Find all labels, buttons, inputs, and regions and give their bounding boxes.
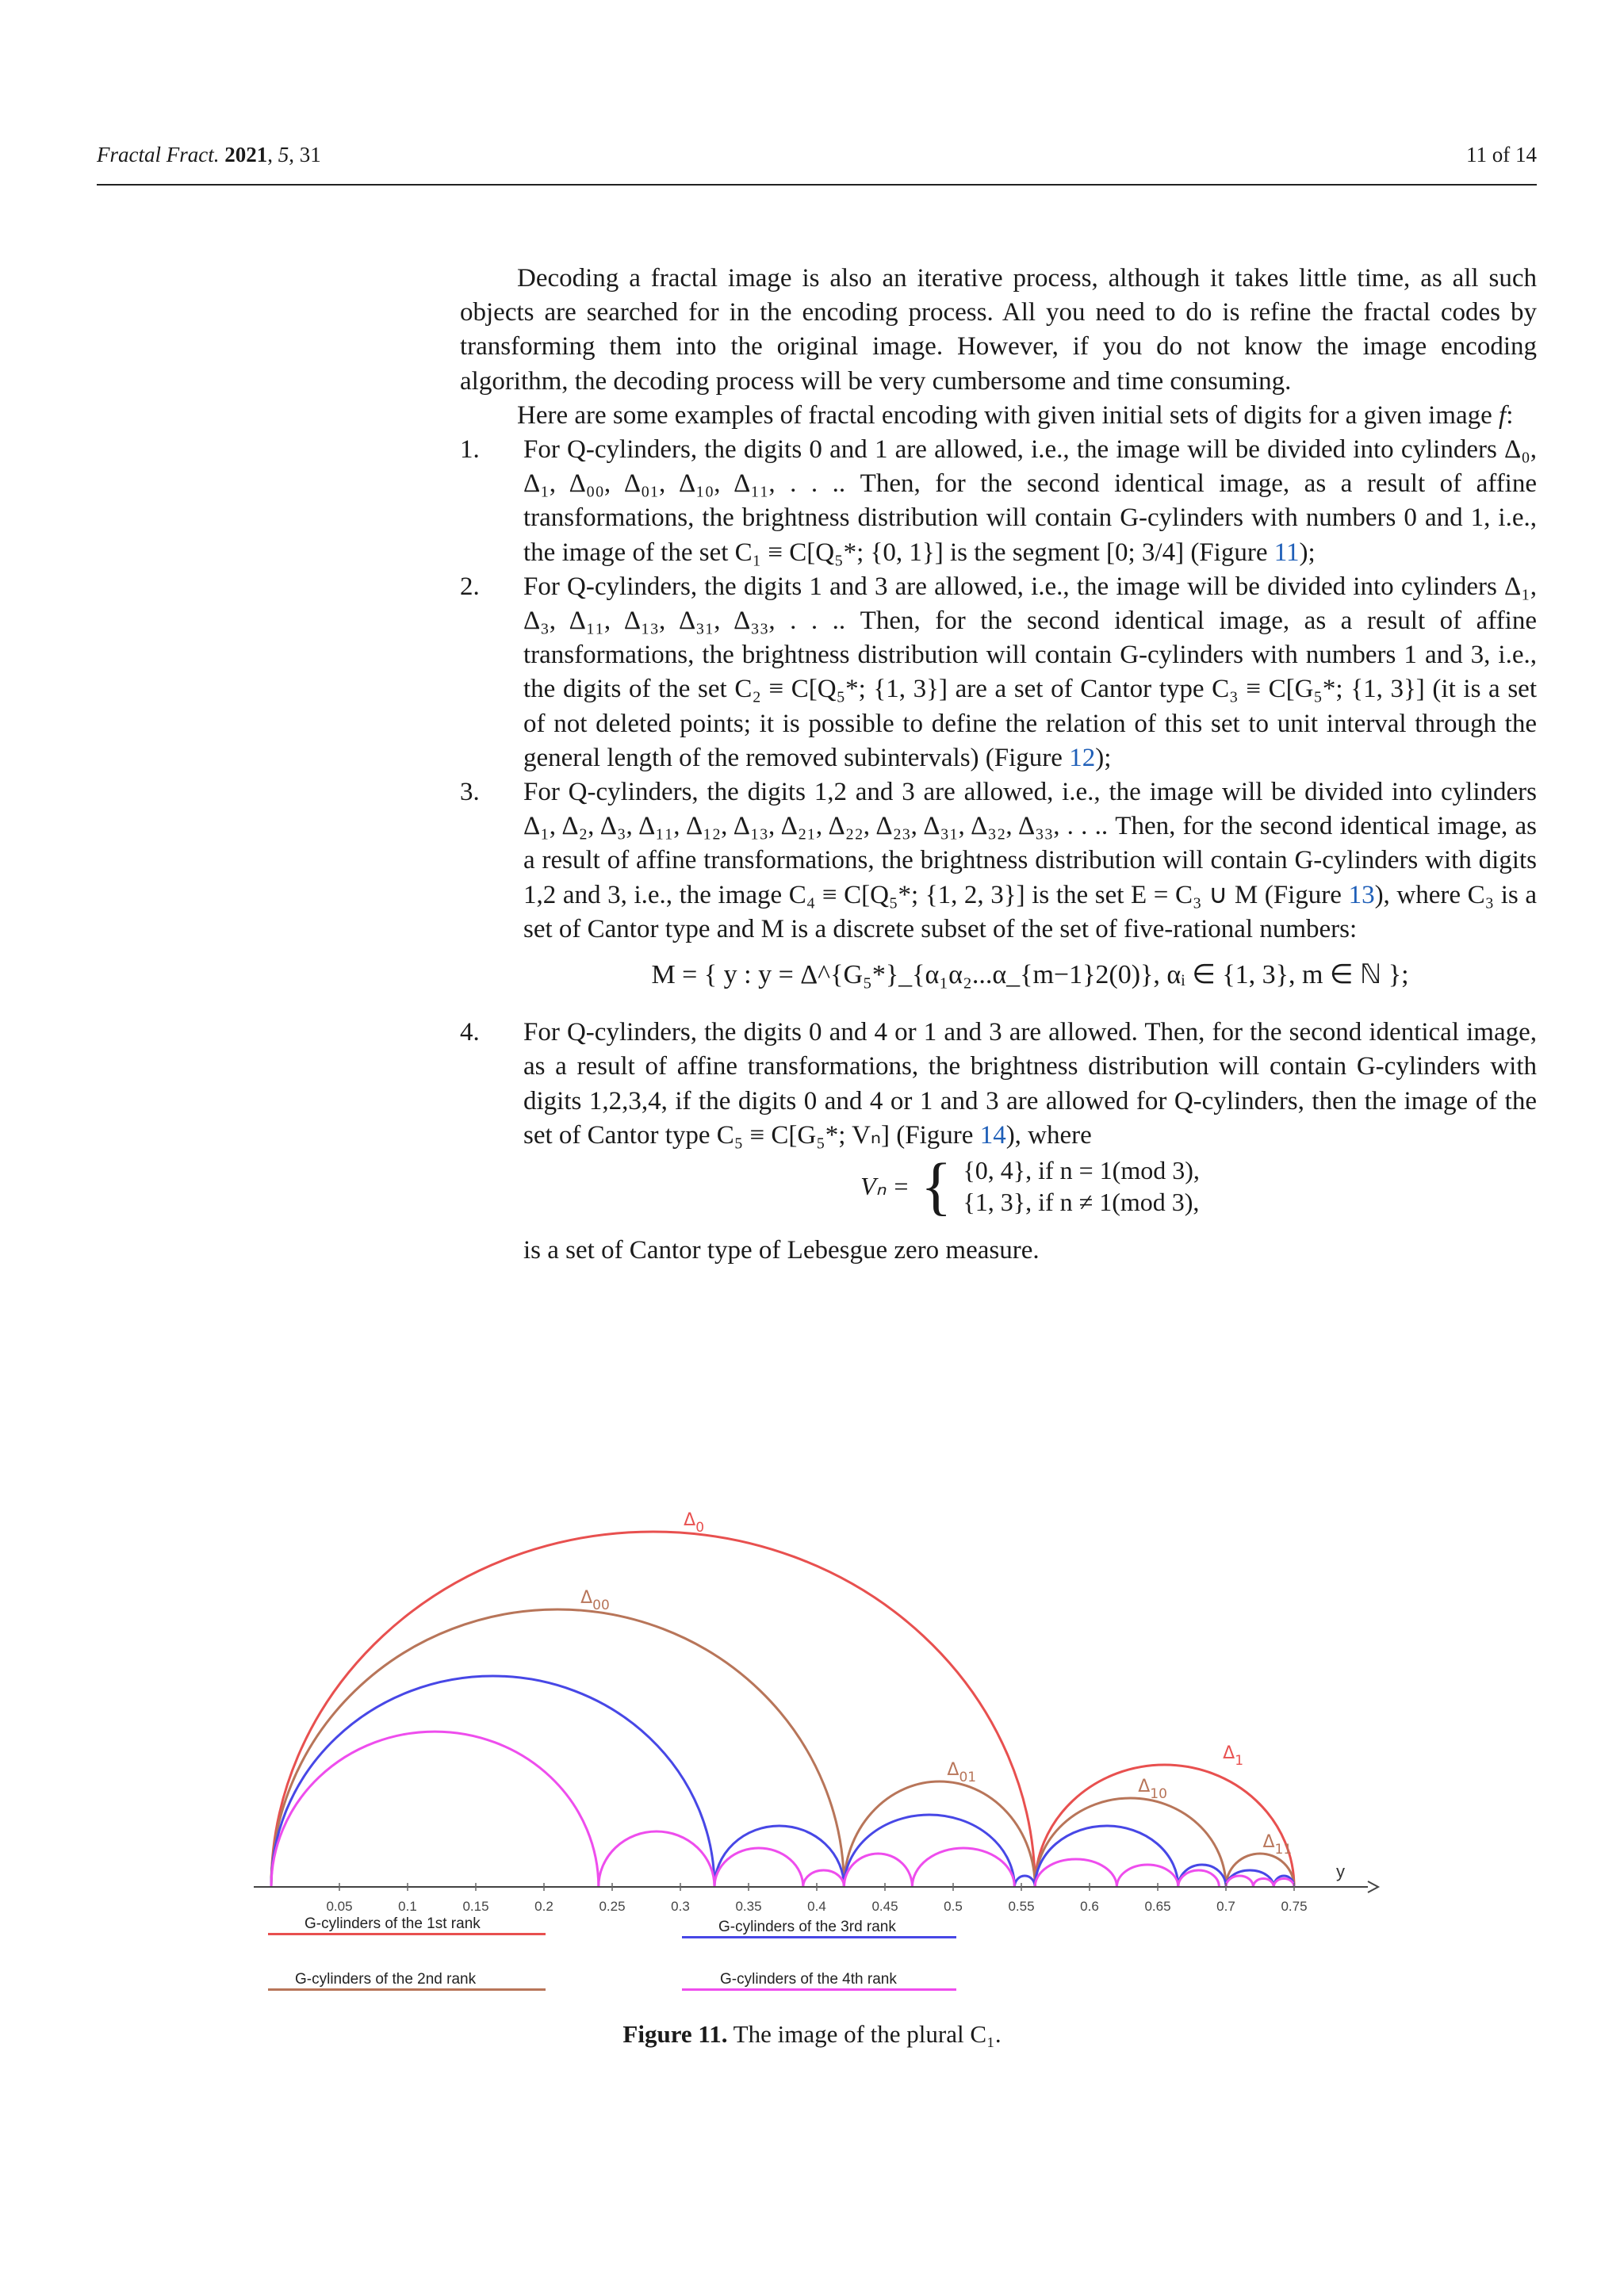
list-item: 2. For Q-cylinders, the digits 1 and 3 are allowed, i.e., the image will be divided into cylinders Δ₁, Δ₃, Δ₁₁, Δ₁₃, Δ₃₁, Δ₃₃, . . .. Then, for the second identical image, as a result of affine transformations, the brightness distribution will contain G-cylinders with numbers 1 and 3, i.e., the digits of the set C₂ ≡ C[Q₅*; {1, 3}] are a set of Cantor type C₃ ≡ C[G₅*; {1, 3}] (it is a set of not deleted points; it is possible to define the relation of this set to unit interval through the general length of the removed subintervals) (Figure 12); — [460, 572, 1537, 772]
paragraph-decoding: Decoding a fractal image is also an iterative process, although it takes little time, as all such objects are searched for in the encoding process. All you need to do is refine the fractal codes by transforming them into the original image. However, if you do not know the image encoding algorithm, the decoding process will be very cumbersome and time consuming. — [460, 264, 1537, 396]
legend-line — [268, 1988, 546, 1991]
cylinder-arc-rank4 — [912, 1848, 1014, 1887]
legend-line — [682, 1988, 956, 1991]
legend-line — [682, 1936, 956, 1938]
list-item: 3. For Q-cylinders, the digits 1,2 and 3 are allowed, i.e., the image will be divided into cylinders Δ₁, Δ₂, Δ₃, Δ₁₁, Δ₁₂, Δ₁₃, Δ₂₁, Δ₂₂, Δ₂₃, Δ₃₁, Δ₃₂, Δ₃₃, . . .. Then, for the second identical image, as a result of affine transformations, the brightness distribution will contain G-cylinders with digits 1,2 and 3, i.e., the image C₄ ≡ C[Q₅*; {1, 2, 3}] is the set E = C₃ ∪ M (Figure 13), where C₃ is a set of Cantor type and M is a discrete subset of the set of five-rational numbers: M = { y : y = Δ^{G₅*}_{α₁α₂...α_{m−1}2(0)}, αᵢ ∈ {1, 3}, m ∈ ℕ }; — [460, 775, 1537, 1016]
tick-label: 0.4 — [807, 1899, 826, 1914]
arc-label: $\Delta_0$ — [684, 1510, 705, 1536]
figure-caption: Figure 11. The image of the plural C₁. — [622, 2020, 1002, 2048]
cylinder-arc-rank4 — [714, 1848, 803, 1887]
running-header: Fractal Fract. 2021, 5, 31 — [97, 143, 321, 166]
tick-label: 0.45 — [871, 1899, 898, 1914]
journal-name: Fractal Fract. — [97, 143, 220, 166]
cylinder-arc-rank4 — [1253, 1879, 1274, 1887]
x-axis-arrow — [1368, 1881, 1378, 1892]
tick-label: 0.5 — [944, 1899, 963, 1914]
legend-rank2: G-cylinders of the 2nd rank — [268, 1971, 546, 1991]
header-rule — [97, 184, 1537, 186]
tick-label: 0.1 — [398, 1899, 417, 1914]
tick-label: 0.25 — [599, 1899, 626, 1914]
formula-v: Vₙ = { {0, 4}, if n = 1(mod 3), {1, 3}, if n ≠ 1(mod 3), — [860, 1150, 1200, 1223]
arc-label: $\Delta_1$ — [1223, 1743, 1244, 1769]
cylinder-arc-rank4 — [803, 1870, 845, 1887]
tick-label: 0.55 — [1008, 1899, 1035, 1914]
arc-label: $\Delta_{11}$ — [1262, 1832, 1293, 1858]
example-list — [460, 433, 1537, 1268]
tick-label: 0.15 — [462, 1899, 489, 1914]
cylinder-arc-rank1 — [271, 1532, 1035, 1887]
cylinder-arc-rank3 — [844, 1815, 1014, 1887]
cylinder-arc-rank4 — [1035, 1859, 1116, 1887]
cylinder-arc-rank4 — [1274, 1879, 1294, 1888]
legend-rank3: G-cylinders of the 3rd rank — [682, 1919, 956, 1938]
arc-labels — [580, 1510, 1292, 1858]
cylinder-arc-rank4 — [844, 1854, 912, 1887]
legend-rank1: G-cylinders of the 1st rank — [268, 1915, 546, 1935]
article-number: , 31 — [289, 143, 321, 166]
cylinder-arc-rank3 — [714, 1826, 844, 1887]
arc-layer — [271, 1532, 1294, 1887]
tick-label: 0.35 — [735, 1899, 762, 1914]
arc-label: $\Delta_{10}$ — [1138, 1777, 1167, 1802]
cylinder-arc-rank3 — [1035, 1826, 1178, 1887]
tick-label: 0.05 — [326, 1899, 353, 1914]
cylinder-arc-rank2 — [1226, 1854, 1294, 1887]
cylinder-arc-rank2 — [271, 1609, 844, 1887]
tick-label: 0.75 — [1281, 1899, 1308, 1914]
cylinder-arc-rank4 — [1116, 1865, 1178, 1887]
figure-link[interactable]: 12 — [1069, 743, 1096, 772]
x-axis-label: y — [1336, 1862, 1345, 1881]
list-item: 4. For Q-cylinders, the digits 0 and 4 or 1 and 3 are allowed. Then, for the second identical image, as a result of affine transformations, the brightness distribution will contain G-cylinders with digits 1,2,3,4, if the digits 0 and 4 or 1 and 3 are allowed for Q-cylinders, then the image of the set of Cantor type C₅ ≡ C[G₅*; Vₙ] (Figure 14), where Vₙ = { {0, 4}, if n = 1(mod 3), {1, 3}, if n ≠ 1(mod 3), is a set of Cantor type of Lebesgue zero measure. — [460, 1016, 1537, 1268]
legend-rank4: G-cylinders of the 4th rank — [682, 1971, 956, 1991]
arc-label: $\Delta_{00}$ — [580, 1588, 610, 1613]
figure-link[interactable]: 13 — [1348, 880, 1375, 909]
tick-label: 0.6 — [1080, 1899, 1099, 1914]
figure-link[interactable]: 11 — [1274, 538, 1300, 567]
legend-line — [268, 1933, 546, 1935]
page-number: 11 of 14 — [1466, 143, 1537, 166]
tick-label: 0.3 — [671, 1899, 690, 1914]
formula-m: M = { y : y = Δ^{G₅*}_{α₁α₂...α_{m−1}2(0)}, αᵢ ∈ {1, 3}, m ∈ ℕ }; — [651, 960, 1409, 990]
cylinder-arc-rank3 — [1014, 1876, 1035, 1887]
tick-label: 0.2 — [534, 1899, 553, 1914]
cantor-note: is a set of Cantor type of Lebesgue zero measure. — [523, 1236, 1040, 1265]
figure-link[interactable]: 14 — [979, 1120, 1006, 1150]
main-text — [460, 262, 1537, 1268]
tick-label: 0.65 — [1144, 1899, 1171, 1914]
cylinder-arc-rank4 — [599, 1831, 714, 1887]
list-item: 1. For Q-cylinders, the digits 0 and 1 are allowed, i.e., the image will be divided into cylinders Δ₀, Δ₁, Δ₀₀, Δ₀₁, Δ₁₀, Δ₁₁, . . .. Then, for the second identical image, as a result of affine transformations, the brightness distribution will contain G-cylinders with numbers 0 and 1, i.e., the image of the set C₁ ≡ C[Q₅*; {0, 1}] is the segment [0; 3/4] (Figure 11); — [460, 435, 1537, 567]
year: 2021 — [224, 143, 268, 166]
paragraph-examples: Here are some examples of fractal encoding with given initial sets of digits for a given image f: — [517, 400, 1514, 430]
tick-label: 0.7 — [1216, 1899, 1235, 1914]
arc-label: $\Delta_{01}$ — [947, 1760, 977, 1785]
volume: 5 — [278, 143, 289, 166]
